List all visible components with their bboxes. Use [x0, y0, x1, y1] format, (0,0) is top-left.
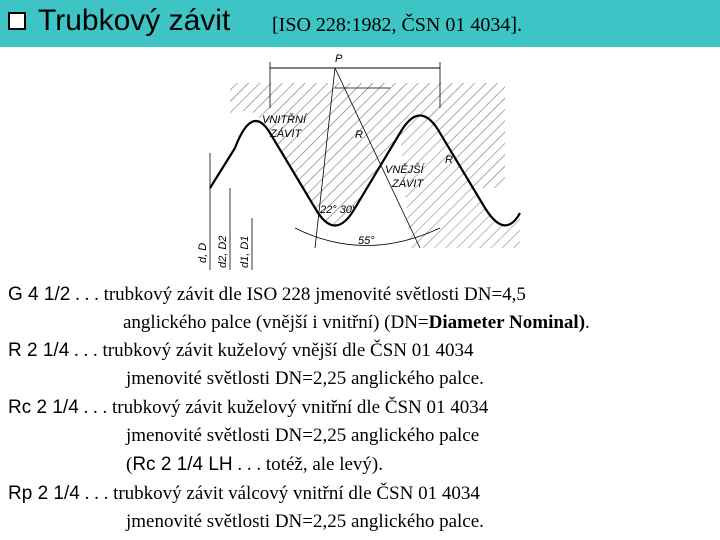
- diameter-nominal-term: Diameter Nominal): [428, 312, 586, 333]
- internal-thread-label: VNITŘNÍ: [262, 114, 306, 126]
- entry-rc-lh-description: . . . totéž, ale levý).: [232, 454, 384, 475]
- entry-rp-description: . . . trubkový závit válcový vnitřní dle ČSN 01 4034: [84, 483, 480, 504]
- paren-open: (: [126, 454, 133, 475]
- entry-rc-line2: jmenovité světlosti DN=2,25 anglického palce: [126, 425, 480, 446]
- thread-code-rp: Rp 2 1/4: [8, 483, 80, 504]
- half-angle-label: 22° 30': [320, 204, 355, 216]
- title-bar: [0, 0, 720, 47]
- title-standard-reference: [ISO 228:1982, ČSN 01 4034].: [272, 14, 523, 36]
- thread-angle-label: 55°: [358, 235, 375, 247]
- entry-g-line2: [123, 312, 590, 334]
- thread-code-g: G 4 1/2: [8, 284, 71, 305]
- entry-r-line1: [8, 340, 474, 362]
- entry-g-description-2: anglického palce (vnější i vnitřní) (DN=: [123, 312, 429, 333]
- pitch-label: P: [335, 53, 343, 65]
- thread-code-rc-lh: Rc 2 1/4 LH: [132, 454, 233, 475]
- radius-label-2: R: [445, 154, 453, 166]
- diameter-d1-label: d1, D1: [239, 235, 251, 268]
- entry-rc-line1: [8, 397, 488, 419]
- external-thread-label-2: ZÁVIT: [392, 178, 424, 190]
- entry-g-period: .: [585, 312, 590, 333]
- external-thread-label: VNĚJŠÍ: [385, 164, 424, 176]
- thread-code-rc: Rc 2 1/4: [8, 397, 79, 418]
- entry-rp-line2: jmenovité světlosti DN=2,25 anglického palce.: [126, 511, 484, 532]
- diameter-d2-label: d2, D2: [217, 235, 229, 268]
- thread-profile-diagram: [170, 48, 550, 270]
- radius-label-1: R: [355, 129, 363, 141]
- entry-g-line1: [8, 284, 526, 306]
- thread-code-r: R 2 1/4: [8, 340, 70, 361]
- entry-r-description: . . . trubkový závit kuželový vnější dle ČSN 01 4034: [74, 340, 474, 361]
- entry-rc-description: . . . trubkový závit kuželový vnitřní dle ČSN 01 4034: [83, 397, 489, 418]
- page-title: Trubkový závit: [38, 4, 231, 37]
- entry-rc-line3: [126, 454, 383, 476]
- entry-rp-line1: [8, 483, 480, 505]
- entry-g-description: . . . trubkový závit dle ISO 228 jmenovité světlosti DN=4,5: [75, 284, 526, 305]
- entry-r-line2: jmenovité světlosti DN=2,25 anglického palce.: [126, 368, 484, 389]
- bullet-icon: [8, 12, 26, 30]
- internal-thread-label-2: ZÁVIT: [270, 128, 302, 140]
- diameter-d-label: d, D: [197, 242, 209, 263]
